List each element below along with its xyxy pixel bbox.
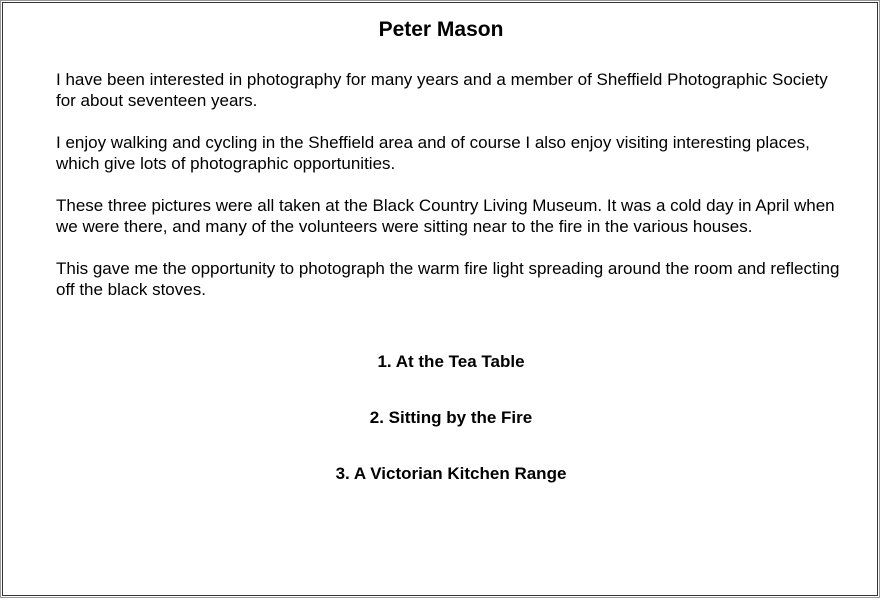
paragraph: I enjoy walking and cycling in the Sheffield area and of course I also enjoy visiting interesting places, which give lots of photographic opportunities. — [56, 133, 810, 173]
picture-title-3: 3. A Victorian Kitchen Range — [335, 464, 567, 483]
picture-title-2: 2. Sitting by the Fire — [369, 408, 533, 427]
paragraph: This gave me the opportunity to photograph the warm fire light spreading around the room and reflecting off the black stoves. — [56, 259, 840, 299]
paragraph: These three pictures were all taken at the Black Country Living Museum. It was a cold day in April when we were there, and many of the volunteers were sitting near to the fire in the various houses. — [56, 196, 835, 236]
picture-title-1: 1. At the Tea Table — [377, 352, 525, 371]
paragraph: I have been interested in photography for many years and a member of Sheffield Photographic Society for about seventeen years. — [56, 70, 828, 110]
page-title: Peter Mason — [378, 18, 504, 41]
biography-text — [56, 69, 846, 321]
